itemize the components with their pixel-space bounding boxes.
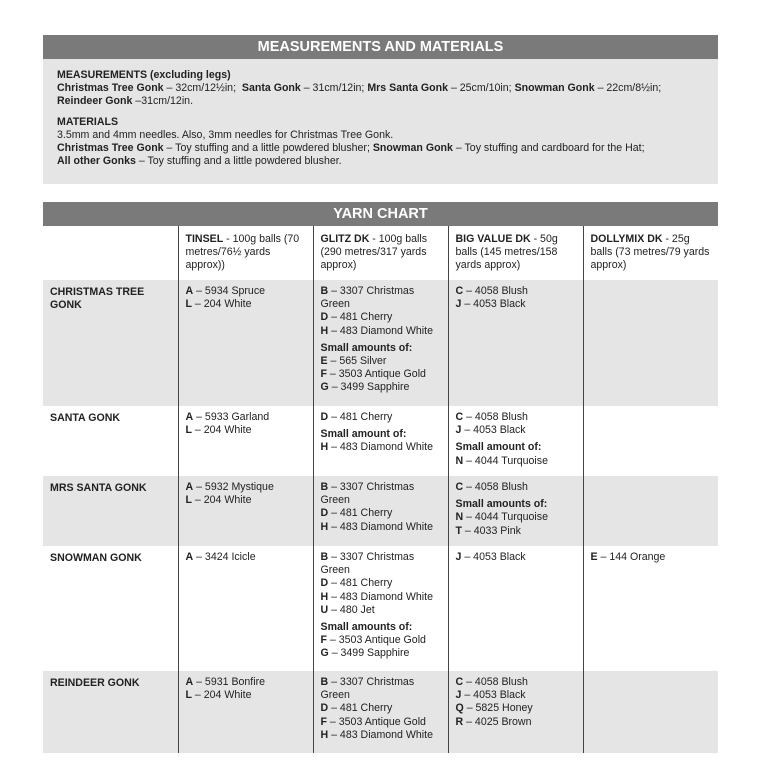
yarn-chart-header-row xyxy=(43,226,718,280)
yarn-cell xyxy=(448,671,583,753)
yarn-cell xyxy=(178,671,313,753)
yarn-entry xyxy=(321,285,441,311)
yarn-letter: B xyxy=(320,285,329,297)
yarn-letter: N xyxy=(455,511,464,524)
column-header-detail: - 25g balls (73 metres/79 yards approx) xyxy=(590,233,710,272)
yarn-letter: A xyxy=(185,411,194,423)
yarn-cell xyxy=(448,476,583,546)
yarn-shade: – 4053 Black xyxy=(461,689,526,702)
yarn-cell xyxy=(448,546,583,671)
yarn-letter: J xyxy=(455,551,462,563)
size-name: Reindeer Gonk xyxy=(57,95,133,108)
yarn-letter: H xyxy=(320,728,329,741)
yarn-shade: – 483 Diamond White xyxy=(328,441,433,454)
yarn-letter: H xyxy=(320,520,329,533)
yarn-entry xyxy=(456,689,576,702)
yarn-letter: J xyxy=(455,424,462,437)
yarn-entry xyxy=(456,702,576,715)
yarn-entry xyxy=(321,481,441,507)
yarn-shade: – 3503 Antique Gold xyxy=(326,368,426,381)
yarn-letter: C xyxy=(455,285,464,297)
row-gonk-name: SANTA GONK xyxy=(50,412,121,424)
yarn-entry xyxy=(186,481,306,494)
small-amount-label: Small amounts of: xyxy=(455,498,548,511)
column-header-name: BIG VALUE DK xyxy=(455,233,531,245)
stuffing-name: All other Gonks xyxy=(57,155,136,168)
yarn-entry xyxy=(456,481,576,494)
yarn-cell xyxy=(313,406,448,476)
yarn-entry xyxy=(321,311,441,324)
yarn-letter: L xyxy=(185,424,192,437)
yarn-letter: T xyxy=(455,524,462,537)
stuffing-value: – Toy stuffing and a little powdered blusher. xyxy=(135,155,342,168)
yarn-letter: B xyxy=(320,676,329,688)
yarn-cell xyxy=(583,476,718,546)
yarn-shade: – 3307 Christmas Green xyxy=(320,481,415,507)
yarn-letter: A xyxy=(185,285,194,297)
yarn-letter: E xyxy=(590,551,598,563)
size-value: – 31cm/12in; xyxy=(300,82,365,95)
yarn-shade: – 4025 Brown xyxy=(463,715,532,728)
yarn-letter: N xyxy=(455,454,464,467)
yarn-shade: – 5931 Bonfire xyxy=(193,676,266,688)
small-amount-label: Small amount of: xyxy=(320,428,407,441)
yarn-entry xyxy=(321,647,441,660)
yarn-entry xyxy=(321,702,441,715)
yarn-entry xyxy=(186,689,306,702)
materials-stuffing xyxy=(57,142,704,168)
yarn-entry xyxy=(456,455,576,468)
size-value: – 32cm/12½in; xyxy=(163,82,237,95)
row-gonk-name: MRS SANTA GONK xyxy=(43,476,178,546)
yarn-letter: B xyxy=(320,481,329,493)
table-row xyxy=(43,546,718,671)
yarn-letter: F xyxy=(320,715,327,728)
yarn-letter: J xyxy=(455,298,462,311)
yarn-entry xyxy=(186,424,306,437)
yarn-letter: G xyxy=(320,381,329,394)
yarn-entry xyxy=(186,298,306,311)
measurements-section xyxy=(57,69,704,109)
yarn-entry xyxy=(321,676,441,702)
yarn-entry xyxy=(321,355,441,368)
size-name: Mrs Santa Gonk xyxy=(367,82,448,95)
yarn-letter: F xyxy=(320,634,327,647)
yarn-letter: J xyxy=(455,689,462,702)
yarn-cell xyxy=(448,280,583,406)
yarn-letter: R xyxy=(455,715,464,728)
yarn-entry xyxy=(186,411,306,424)
yarn-letter: A xyxy=(185,676,194,688)
yarn-cell xyxy=(583,406,718,476)
yarn-shade: – 565 Silver xyxy=(327,355,387,368)
yarn-shade: – 204 White xyxy=(191,424,252,437)
yarn-shade: – 3424 Icicle xyxy=(193,551,256,563)
yarn-entry xyxy=(456,298,576,311)
yarn-letter: C xyxy=(455,676,464,688)
row-gonk-name: REINDEER GONK xyxy=(43,671,178,753)
yarn-letter: E xyxy=(320,355,328,368)
column-header xyxy=(313,226,448,280)
yarn-shade: – 481 Cherry xyxy=(328,411,393,423)
yarn-letter: D xyxy=(320,411,329,423)
table-row xyxy=(43,406,718,476)
column-header-detail: - 50g balls (145 metres/158 yards approx) xyxy=(455,233,558,272)
stuffing-value: – Toy stuffing and cardboard for the Hat; xyxy=(452,142,645,155)
yarn-cell xyxy=(178,476,313,546)
yarn-shade: – 4058 Blush xyxy=(463,285,528,297)
yarn-shade: – 3499 Sapphire xyxy=(328,647,410,660)
yarn-entry xyxy=(186,494,306,507)
yarn-letter: D xyxy=(320,311,329,324)
yarn-shade: – 4044 Turquoise xyxy=(463,511,548,524)
yarn-shade: – 481 Cherry xyxy=(328,577,393,590)
measurements-materials-title: MEASUREMENTS AND MATERIALS xyxy=(43,35,718,59)
yarn-cell xyxy=(178,280,313,406)
yarn-letter: A xyxy=(185,551,194,563)
yarn-shade: – 4058 Blush xyxy=(463,481,528,493)
column-header xyxy=(583,226,718,280)
column-header-name: GLITZ DK xyxy=(320,233,370,245)
yarn-shade: – 144 Orange xyxy=(597,551,666,563)
yarn-entry xyxy=(186,285,306,298)
yarn-entry xyxy=(321,604,441,617)
yarn-shade: – 3307 Christmas Green xyxy=(320,285,415,311)
size-value: –31cm/12in. xyxy=(132,95,194,108)
yarn-letter: L xyxy=(185,689,192,702)
measurements-materials-panel xyxy=(43,59,718,184)
stuffing-name: Christmas Tree Gonk xyxy=(57,142,164,155)
yarn-entry xyxy=(456,511,576,524)
yarn-letter: H xyxy=(320,324,329,337)
yarn-entry xyxy=(321,381,441,394)
yarn-shade: – 3499 Sapphire xyxy=(328,381,410,394)
yarn-letter: F xyxy=(320,368,327,381)
yarn-letter: U xyxy=(320,603,329,616)
stuffing-name: Snowman Gonk xyxy=(372,142,453,155)
size-name: Christmas Tree Gonk xyxy=(57,82,164,95)
measurements-heading: MEASUREMENTS (excluding legs) xyxy=(57,69,231,81)
yarn-letter: H xyxy=(320,590,329,603)
yarn-shade: – 4053 Black xyxy=(461,424,526,437)
yarn-shade: – 481 Cherry xyxy=(328,311,393,324)
stuffing-value: – Toy stuffing and a little powdered blusher; xyxy=(163,142,370,155)
column-header xyxy=(178,226,313,280)
size-name: Santa Gonk xyxy=(241,82,301,95)
size-value: – 25cm/10in; xyxy=(448,82,512,95)
yarn-entry xyxy=(456,676,576,689)
yarn-entry xyxy=(321,634,441,647)
yarn-entry xyxy=(321,507,441,520)
column-header-name: DOLLYMIX DK xyxy=(590,233,663,245)
small-amount-label: Small amounts of: xyxy=(320,621,413,634)
yarn-shade: – 3307 Christmas Green xyxy=(320,676,415,702)
yarn-entry xyxy=(321,521,441,534)
yarn-shade: – 483 Diamond White xyxy=(328,520,433,533)
yarn-shade: – 5934 Spruce xyxy=(193,285,266,297)
yarn-letter: D xyxy=(320,507,329,520)
yarn-shade: – 204 White xyxy=(191,494,252,507)
size-name: Snowman Gonk xyxy=(514,82,595,95)
yarn-letter: B xyxy=(320,551,329,563)
small-amount-label: Small amount of: xyxy=(455,441,542,454)
yarn-letter: C xyxy=(455,411,464,423)
small-amount-label: Small amounts of: xyxy=(320,341,413,354)
yarn-shade: – 3503 Antique Gold xyxy=(326,715,426,728)
yarn-entry xyxy=(186,551,306,564)
yarn-shade: – 3307 Christmas Green xyxy=(320,551,415,577)
yarn-entry xyxy=(456,424,576,437)
yarn-letter: C xyxy=(455,481,464,493)
yarn-letter: Q xyxy=(455,702,464,715)
yarn-shade: – 4053 Black xyxy=(461,298,526,311)
yarn-shade: – 483 Diamond White xyxy=(328,590,433,603)
yarn-shade: – 480 Jet xyxy=(328,603,375,616)
yarn-letter: D xyxy=(320,702,329,715)
header-blank-cell xyxy=(43,226,178,280)
column-header xyxy=(448,226,583,280)
yarn-entry xyxy=(321,591,441,604)
yarn-shade: – 4058 Blush xyxy=(463,411,528,423)
yarn-entry xyxy=(321,411,441,424)
row-gonk-name: CHRISTMAS TREE GONK xyxy=(43,280,178,406)
yarn-cell xyxy=(313,476,448,546)
size-value: – 22cm/8½in; xyxy=(594,82,662,95)
yarn-entry xyxy=(321,729,441,742)
yarn-cell xyxy=(313,546,448,671)
yarn-chart-table xyxy=(43,226,718,753)
column-header-detail: - 100g balls (290 metres/317 yards approx) xyxy=(320,233,428,272)
yarn-shade: – 5933 Garland xyxy=(193,411,270,423)
yarn-cell xyxy=(583,671,718,753)
yarn-shade: – 4053 Black xyxy=(461,551,526,563)
yarn-entry xyxy=(456,716,576,729)
yarn-letter: D xyxy=(320,577,329,590)
yarn-shade: – 3503 Antique Gold xyxy=(326,634,426,647)
yarn-letter: L xyxy=(185,298,192,311)
materials-heading: MATERIALS xyxy=(57,115,119,128)
measurements-sizes xyxy=(57,82,704,108)
yarn-cell xyxy=(313,280,448,406)
yarn-shade: – 204 White xyxy=(191,689,252,702)
yarn-letter: G xyxy=(320,647,329,660)
yarn-shade: – 5825 Honey xyxy=(463,702,533,715)
yarn-shade: – 204 White xyxy=(191,298,252,311)
yarn-entry xyxy=(321,441,441,454)
yarn-cell xyxy=(448,406,583,476)
column-header-detail: - 100g balls (70 metres/76½ yards approx)) xyxy=(185,233,300,272)
yarn-shade: – 481 Cherry xyxy=(328,507,393,520)
column-header-name: TINSEL xyxy=(185,233,224,245)
yarn-cell xyxy=(178,546,313,671)
yarn-cell xyxy=(313,671,448,753)
yarn-entry xyxy=(186,676,306,689)
yarn-entry xyxy=(456,525,576,538)
yarn-entry xyxy=(321,325,441,338)
yarn-entry xyxy=(456,551,576,564)
yarn-entry xyxy=(321,551,441,577)
row-gonk-name: SNOWMAN GONK xyxy=(50,552,142,564)
yarn-chart-title: YARN CHART xyxy=(43,202,718,226)
yarn-entry xyxy=(456,411,576,424)
yarn-cell xyxy=(583,546,718,671)
yarn-shade: – 483 Diamond White xyxy=(328,728,433,741)
yarn-entry xyxy=(321,368,441,381)
yarn-shade: – 483 Diamond White xyxy=(328,324,433,337)
materials-needles: 3.5mm and 4mm needles. Also, 3mm needles for Christmas Tree Gonk. xyxy=(57,128,394,141)
table-row xyxy=(43,476,718,546)
yarn-shade: – 4044 Turquoise xyxy=(463,454,548,467)
yarn-letter: A xyxy=(185,481,194,493)
yarn-shade: – 4058 Blush xyxy=(463,676,528,688)
yarn-shade: – 4033 Pink xyxy=(461,524,521,537)
yarn-entry xyxy=(321,577,441,590)
yarn-letter: L xyxy=(185,494,192,507)
yarn-letter: H xyxy=(320,441,329,454)
yarn-cell xyxy=(583,280,718,406)
materials-section xyxy=(57,116,704,169)
yarn-shade: – 5932 Mystique xyxy=(193,481,274,493)
table-row xyxy=(43,671,718,753)
yarn-entry xyxy=(456,285,576,298)
yarn-entry xyxy=(591,551,712,564)
table-row xyxy=(43,280,718,406)
yarn-shade: – 481 Cherry xyxy=(328,702,393,715)
yarn-entry xyxy=(321,716,441,729)
yarn-cell xyxy=(178,406,313,476)
